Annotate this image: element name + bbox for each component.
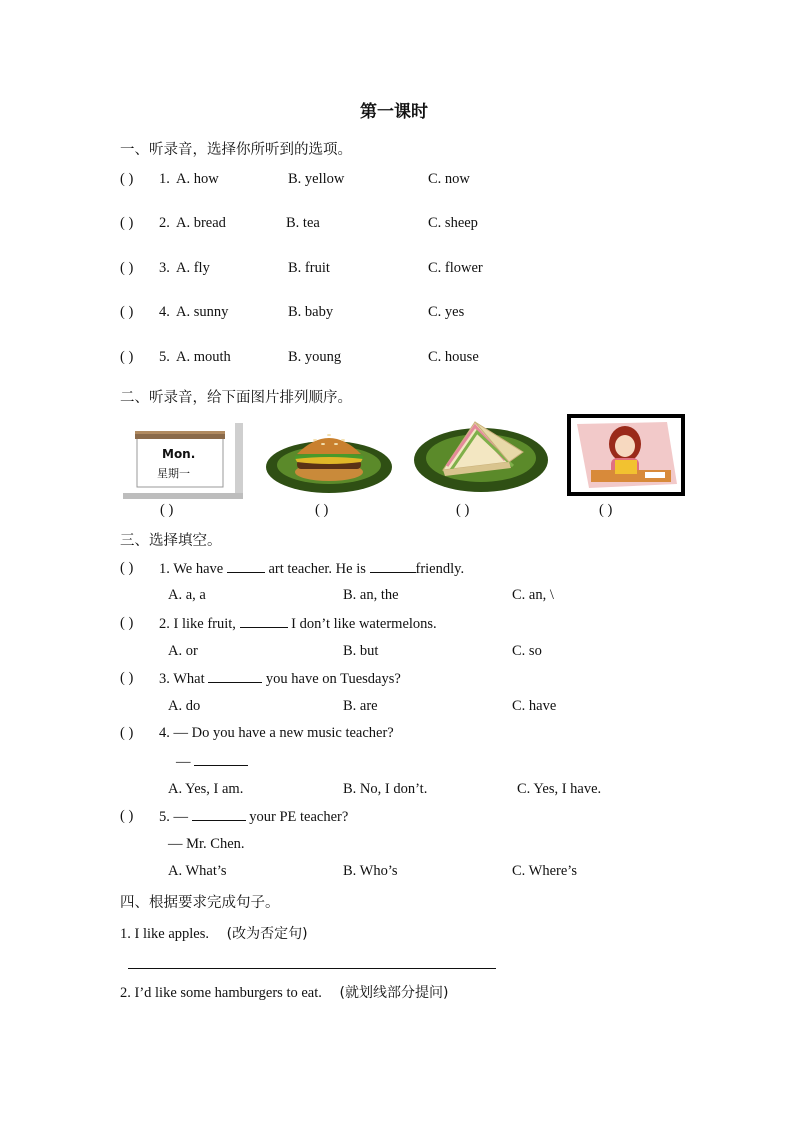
hamburger-picture — [265, 422, 393, 494]
section4-question-2 — [120, 982, 448, 1002]
option-b: B. yellow — [288, 171, 345, 187]
question-text: 3. What — [159, 671, 205, 687]
answer-line[interactable] — [128, 968, 496, 969]
option-c: C. sheep — [428, 215, 478, 231]
sandwich-picture — [413, 416, 549, 494]
option-b: B. are — [343, 698, 378, 714]
option-c: C. flower — [428, 260, 483, 276]
item-number: 5. — [159, 349, 170, 365]
option-b: B. fruit — [288, 260, 330, 276]
question-1 — [159, 560, 464, 578]
girl-order-bracket[interactable]: ( ) — [599, 502, 613, 518]
page-title: 第一课时 — [360, 102, 428, 122]
option-c: C. now — [428, 171, 470, 187]
question-text: 5. — — [159, 809, 188, 825]
option-c: C. house — [428, 349, 479, 365]
answer-bracket[interactable]: ( ) — [120, 560, 134, 576]
section3-heading: 三、选择填空。 — [120, 533, 222, 549]
fill-blank[interactable] — [240, 615, 288, 628]
option-c: C. so — [512, 643, 542, 659]
fill-blank[interactable] — [194, 753, 248, 766]
section4-heading: 四、根据要求完成句子。 — [120, 895, 280, 911]
fill-blank[interactable] — [370, 560, 416, 573]
option-a: A. or — [168, 643, 198, 659]
fill-blank[interactable] — [227, 560, 265, 573]
answer-bracket[interactable]: ( ) — [120, 349, 134, 365]
reply-dash: — — [176, 754, 191, 770]
option-b: B. but — [343, 643, 379, 659]
sentence-text: 1. I like apples. — [120, 926, 209, 942]
option-a: A. a, a — [168, 587, 206, 603]
calendar-day-text: Mon. — [162, 447, 196, 461]
sentence-text: 2. I’d like some hamburgers to eat. — [120, 985, 322, 1001]
option-a: A. sunny — [176, 304, 229, 320]
option-a: A. how — [176, 171, 219, 187]
item-number: 4. — [159, 304, 170, 320]
answer-bracket[interactable]: ( ) — [120, 215, 134, 231]
question-4-text: 4. — Do you have a new music teacher? — [159, 725, 394, 741]
option-a: A. do — [168, 698, 201, 714]
calendar-picture — [121, 421, 245, 501]
option-b: B. Who’s — [343, 863, 398, 879]
question-text: I don’t like watermelons. — [291, 616, 437, 632]
section4-question-1 — [120, 923, 308, 943]
option-b: B. tea — [286, 215, 320, 231]
fill-blank[interactable] — [192, 808, 246, 821]
answer-bracket[interactable]: ( ) — [120, 260, 134, 276]
calendar-order-bracket[interactable]: ( ) — [160, 502, 174, 518]
question-text: art teacher. He is — [268, 561, 366, 577]
answer-bracket[interactable]: ( ) — [120, 171, 134, 187]
item-number: 3. — [159, 260, 170, 276]
fill-blank[interactable] — [208, 670, 262, 683]
option-c: C. Yes, I have. — [517, 781, 602, 797]
item-number: 2. — [159, 215, 170, 231]
question-5 — [159, 808, 348, 826]
section1-heading: 一、听录音，选择你所听到的选项。 — [120, 142, 352, 158]
option-c: C. have — [512, 698, 557, 714]
option-a: A. mouth — [176, 349, 231, 365]
question-3 — [159, 670, 401, 688]
option-b: B. an, the — [343, 587, 399, 603]
instruction-hint: (改为否定句) — [226, 926, 308, 942]
answer-bracket[interactable]: ( ) — [120, 615, 134, 631]
sandwich-order-bracket[interactable]: ( ) — [456, 502, 470, 518]
section2-heading: 二、听录音，给下面图片排列顺序。 — [120, 390, 352, 406]
instruction-hint: (就划线部分提问) — [339, 985, 449, 1001]
girl-reading-picture — [567, 414, 685, 496]
option-a: A. What’s — [168, 863, 227, 879]
option-c: C. Where’s — [512, 863, 577, 879]
question-5-reply: — Mr. Chen. — [168, 836, 245, 852]
option-c: C. yes — [428, 304, 465, 320]
question-2 — [159, 615, 437, 633]
answer-bracket[interactable]: ( ) — [120, 725, 134, 741]
answer-bracket[interactable]: ( ) — [120, 304, 134, 320]
question-text: 1. We have — [159, 561, 224, 577]
question-text: 2. I like fruit, — [159, 616, 236, 632]
option-b: B. baby — [288, 304, 334, 320]
calendar-weekday-text: 星期一 — [157, 467, 190, 480]
question-text: your PE teacher? — [249, 809, 349, 825]
question-text: you have on Tuesdays? — [265, 671, 401, 687]
hamburger-order-bracket[interactable]: ( ) — [315, 502, 329, 518]
option-c: C. an, \ — [512, 587, 554, 603]
item-number: 1. — [159, 171, 170, 187]
question-4-reply — [176, 753, 248, 771]
option-b: B. No, I don’t. — [343, 781, 428, 797]
answer-bracket[interactable]: ( ) — [120, 670, 134, 686]
option-a: A. Yes, I am. — [168, 781, 244, 797]
option-a: A. bread — [176, 215, 226, 231]
answer-bracket[interactable]: ( ) — [120, 808, 134, 824]
question-text: friendly. — [415, 561, 465, 577]
option-a: A. fly — [176, 260, 210, 276]
option-b: B. young — [288, 349, 342, 365]
